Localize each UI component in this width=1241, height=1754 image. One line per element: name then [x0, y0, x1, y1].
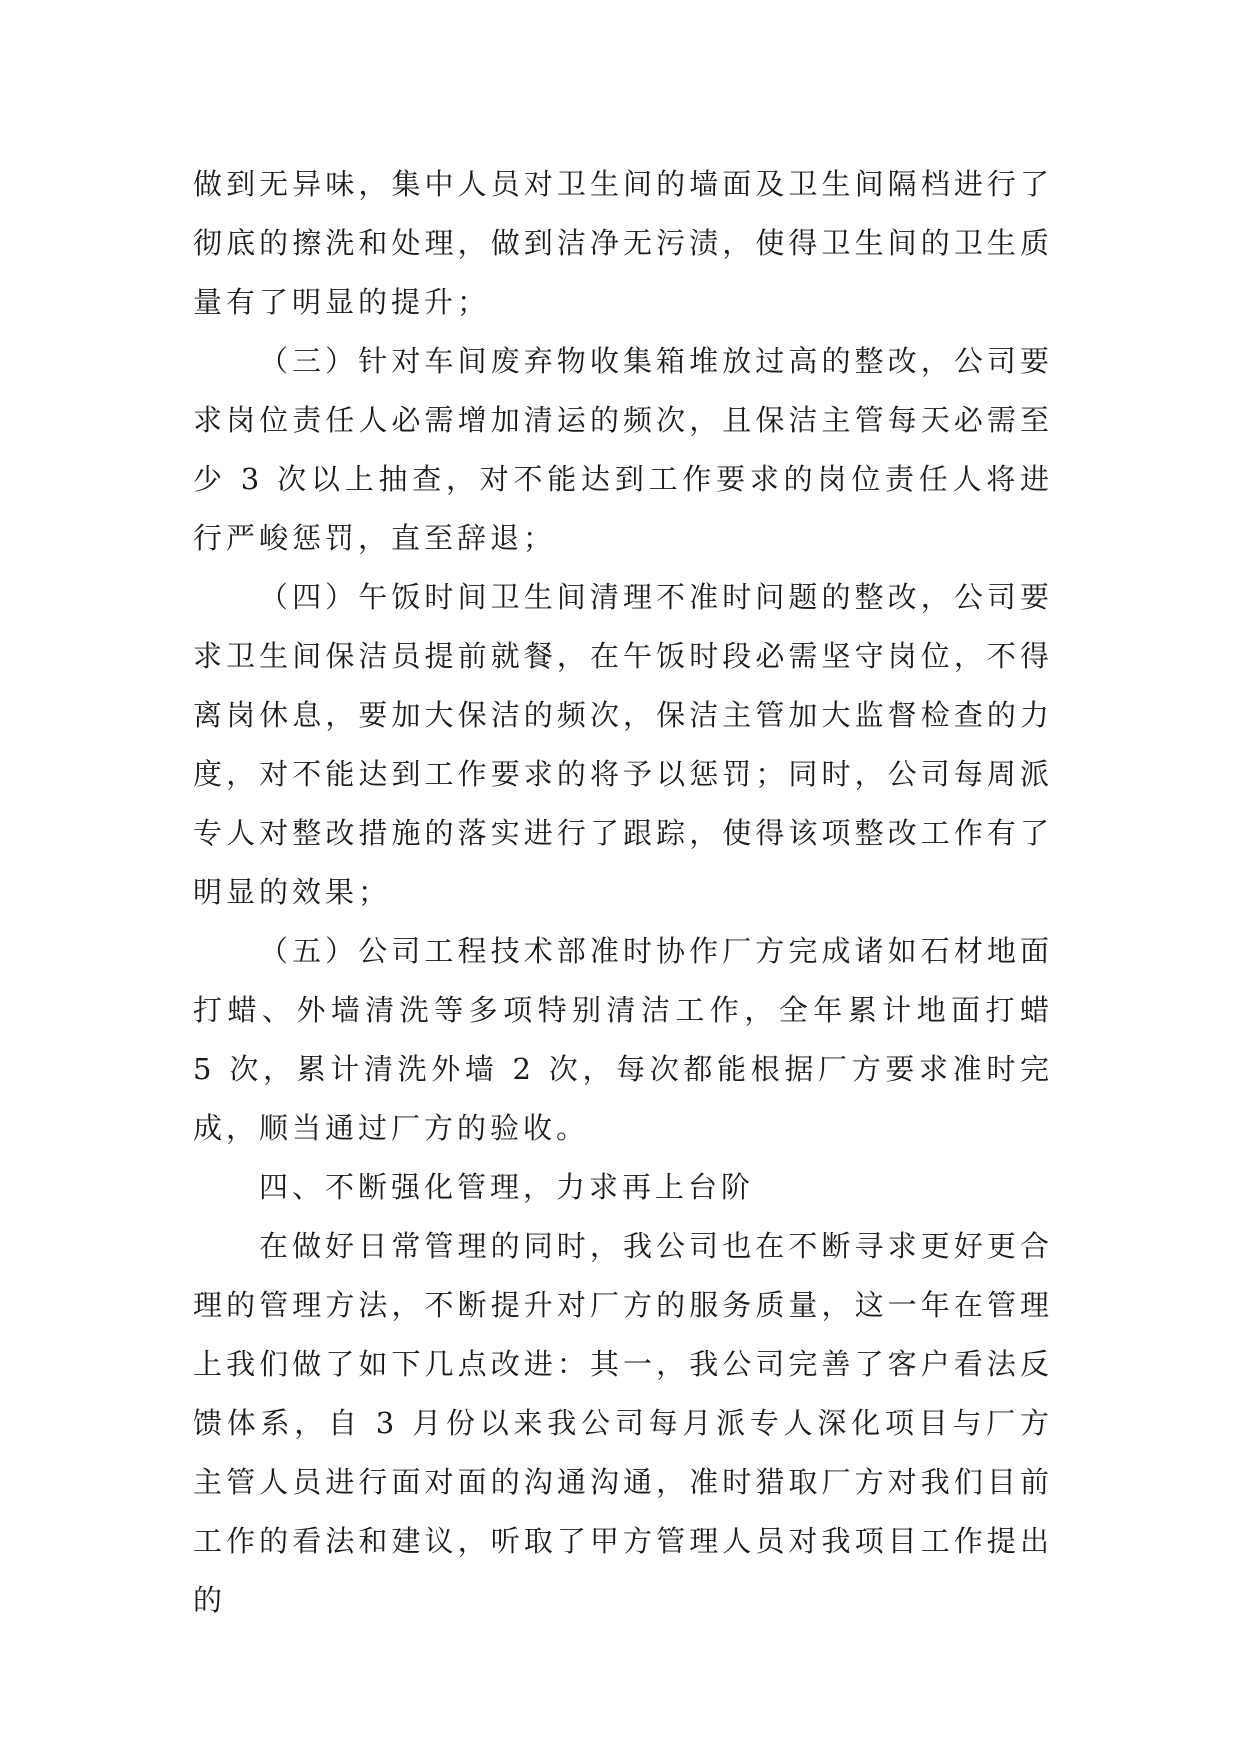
- paragraph-1: 做到无异味，集中人员对卫生间的墙面及卫生间隔档进行了彻底的擦洗和处理，做到洁净无污渍，使得卫生间的卫生质量有了明显的提升；: [193, 167, 1053, 319]
- section-heading: 四、不断强化管理，力求再上台阶: [259, 1170, 755, 1204]
- paragraph-4: （五）公司工程技术部准时协作厂方完成诸如石材地面打蜡、外墙清洗等多项特别清洁工作，全年累计地面打蜡 5 次，累计清洗外墙 2 次，每次都能根据厂方要求准时完成，顺当通过厂方的验收。: [193, 934, 1053, 1145]
- paragraph-3: （四）午饭时间卫生间清理不准时问题的整改，公司要求卫生间保洁员提前就餐，在午饭时段必需坚守岗位，不得离岗休息，要加大保洁的频次，保洁主管加大监督检查的力度，对不能达到工作要求的将予以惩罚；同时，公司每周派专人对整改措施的落实进行了跟踪，使得该项整改工作有了明显的效果；: [193, 580, 1053, 909]
- document-body: [193, 155, 1053, 1630]
- paragraph-2: （三）针对车间废弃物收集箱堆放过高的整改，公司要求岗位责任人必需增加清运的频次，且保洁主管每天必需至少 3 次以上抽查，对不能达到工作要求的岗位责任人将进行严峻惩罚，直至辞退；: [193, 344, 1053, 555]
- paragraph-5: 在做好日常管理的同时，我公司也在不断寻求更好更合理的管理方法，不断提升对厂方的服务质量，这一年在管理上我们做了如下几点改进：其一，我公司完善了客户看法反馈体系，自 3 月份以来我公司每月派专人深化项目与厂方主管人员进行面对面的沟通沟通，准时猎取厂方对我们目前工作的看法和建议，听取了甲方管理人员对我项目工作提出的: [193, 1229, 1053, 1617]
